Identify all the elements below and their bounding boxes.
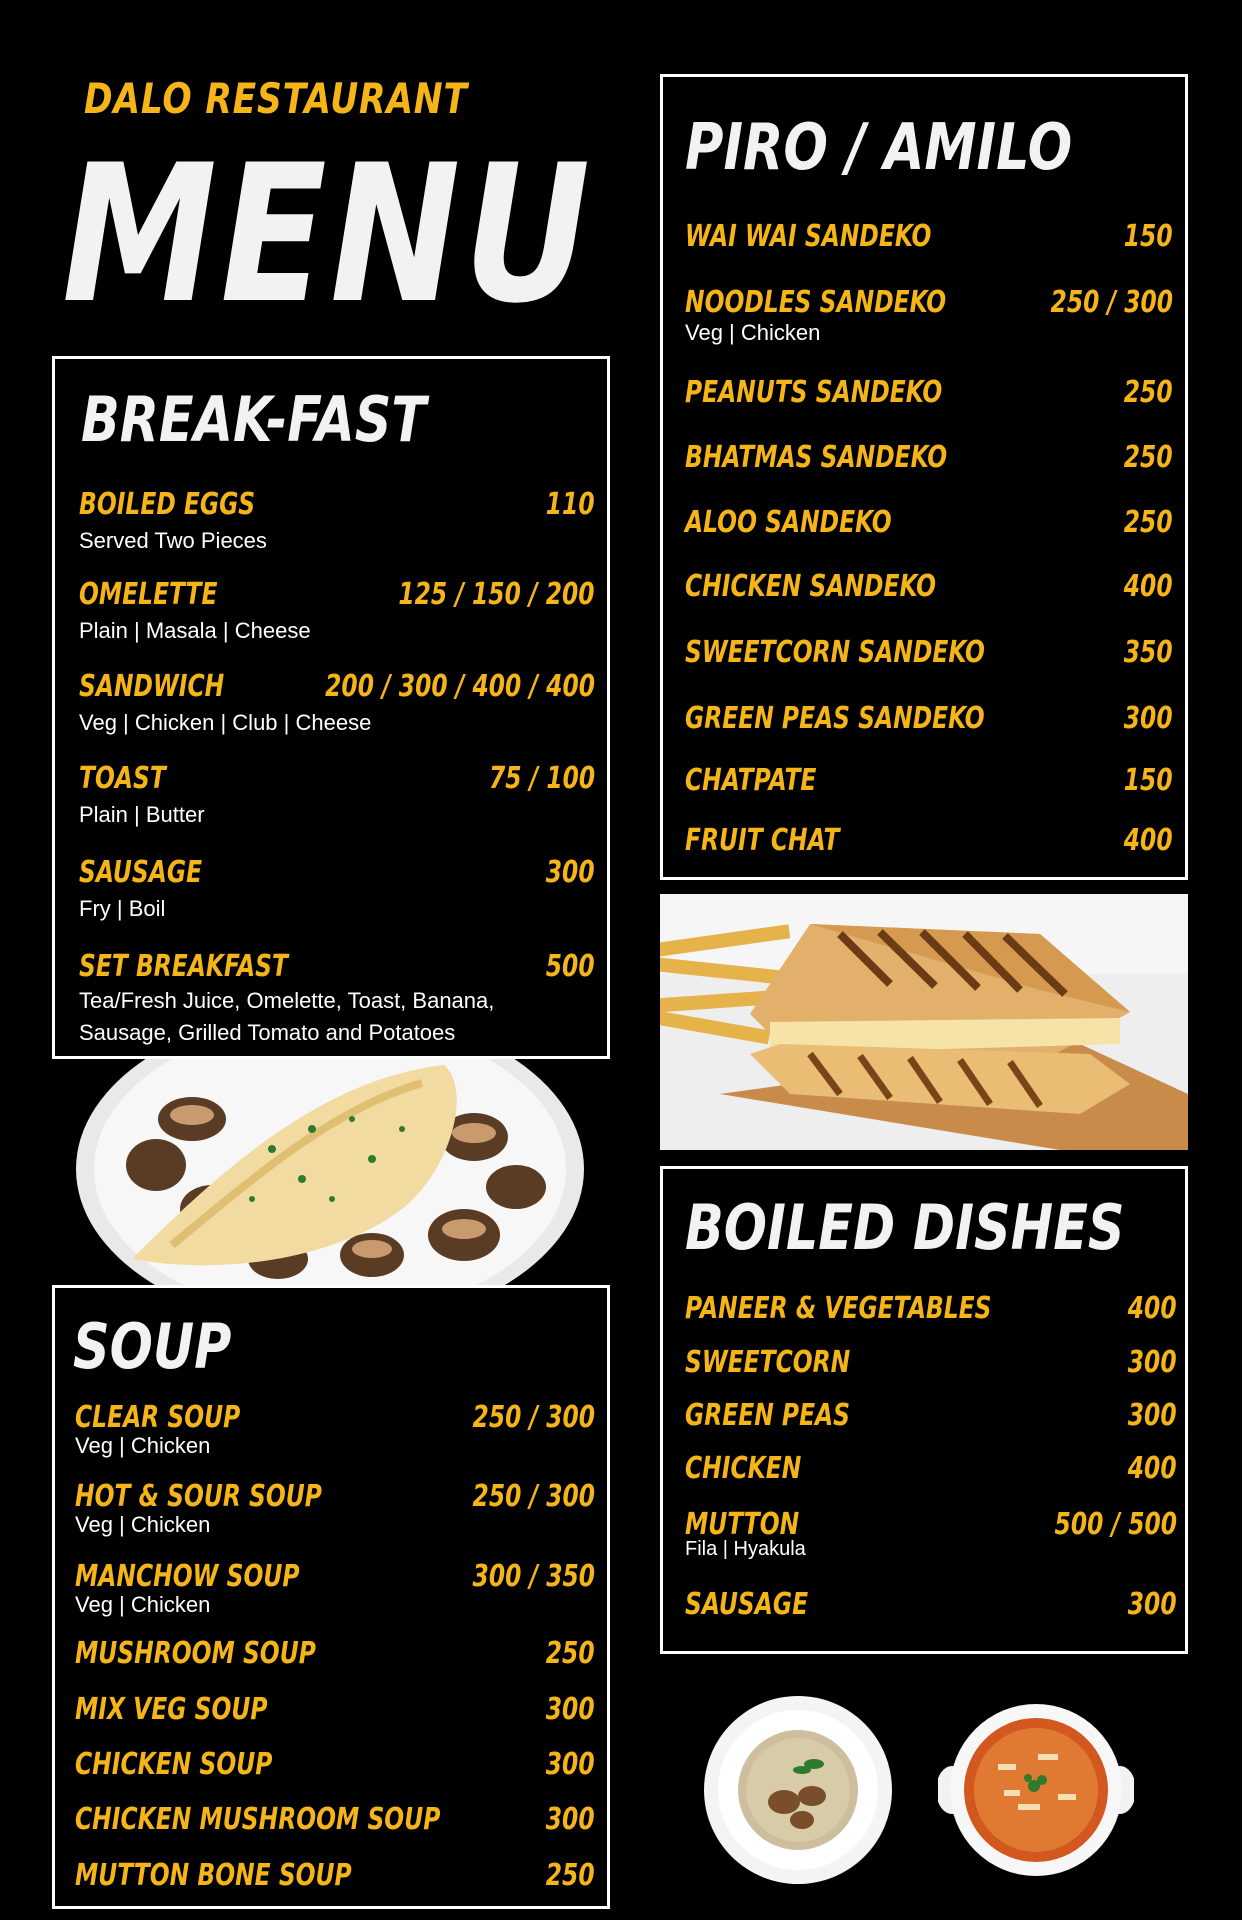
item-name: MUSHROOM SOUP — [75, 1636, 316, 1671]
menu-item — [685, 1507, 1177, 1569]
item-name: OMELETTE — [79, 577, 218, 612]
menu-item — [685, 440, 1173, 480]
mushroom-soup-photo — [702, 1694, 894, 1886]
menu-item — [75, 1559, 595, 1625]
menu-item — [685, 635, 1173, 675]
item-price: 300 — [1128, 1345, 1177, 1380]
menu-item — [685, 1451, 1177, 1491]
item-name: SWEETCORN SANDEKO — [685, 635, 985, 670]
item-price: 300 — [546, 1692, 595, 1727]
item-price: 250 / 300 — [472, 1479, 595, 1514]
item-desc: Fila | Hyakula — [685, 1538, 806, 1560]
item-price: 400 — [1124, 823, 1173, 858]
item-price: 250 — [1124, 505, 1173, 540]
menu-item — [79, 855, 595, 925]
item-price: 300 — [546, 1802, 595, 1837]
item-name: SANDWICH — [79, 669, 225, 704]
item-name: FRUIT CHAT — [685, 823, 840, 858]
item-desc: Veg | Chicken — [75, 1512, 211, 1537]
item-price: 300 — [546, 1747, 595, 1782]
item-price: 250 — [1124, 440, 1173, 475]
item-name: HOT & SOUR SOUP — [75, 1479, 322, 1514]
soup-title: SOUP — [73, 1310, 232, 1383]
menu-item — [79, 669, 595, 739]
item-price: 350 — [1124, 635, 1173, 670]
item-name: BHATMAS SANDEKO — [685, 440, 948, 475]
item-name: GREEN PEAS — [685, 1398, 851, 1433]
item-price: 300 — [546, 855, 595, 890]
item-desc: Veg | Chicken — [685, 320, 821, 345]
item-price: 250 — [1124, 375, 1173, 410]
menu-item — [75, 1858, 595, 1898]
item-desc: Served Two Pieces — [79, 528, 267, 553]
item-desc: Veg | Chicken — [75, 1433, 211, 1458]
item-price: 150 — [1124, 219, 1173, 254]
boiled-panel — [660, 1166, 1188, 1654]
menu-item — [685, 375, 1173, 415]
piro-panel — [660, 74, 1188, 880]
item-name: CHICKEN SANDEKO — [685, 569, 936, 604]
item-name: TOAST — [79, 761, 166, 796]
soup-panel — [52, 1285, 610, 1909]
menu-item — [685, 219, 1173, 259]
menu-item — [685, 763, 1173, 803]
item-name: CHICKEN MUSHROOM SOUP — [75, 1802, 441, 1837]
menu-item — [79, 487, 595, 557]
menu-item — [75, 1802, 595, 1842]
item-name: BOILED EGGS — [79, 487, 256, 522]
item-price: 500 — [546, 949, 595, 984]
menu-item — [685, 1291, 1177, 1331]
menu-item — [79, 577, 595, 647]
item-name: CLEAR SOUP — [75, 1400, 241, 1435]
item-name: CHICKEN SOUP — [75, 1747, 273, 1782]
item-price: 400 — [1124, 569, 1173, 604]
item-name: MUTTON BONE SOUP — [75, 1858, 352, 1893]
breakfast-panel — [52, 356, 610, 1059]
item-price: 75 / 100 — [488, 761, 595, 796]
item-name: MIX VEG SOUP — [75, 1692, 268, 1727]
item-price: 300 — [1124, 701, 1173, 736]
item-price: 150 — [1124, 763, 1173, 798]
menu-item — [75, 1692, 595, 1732]
sandwich-photo — [660, 894, 1188, 1150]
item-name: SWEETCORN — [685, 1345, 851, 1380]
item-desc: Veg | Chicken — [75, 1592, 211, 1617]
item-name: CHATPATE — [685, 763, 817, 798]
vegetable-soup-photo — [938, 1694, 1134, 1886]
menu-item — [685, 1587, 1177, 1627]
item-desc: Plain | Masala | Cheese — [79, 618, 311, 643]
item-desc: Veg | Chicken | Club | Cheese — [79, 710, 372, 735]
item-price: 500 / 500 — [1054, 1507, 1177, 1542]
menu-item — [79, 949, 595, 1049]
menu-item — [685, 1398, 1177, 1438]
restaurant-name: DALO RESTAURANT — [84, 74, 468, 123]
item-price: 250 / 300 — [1050, 285, 1173, 320]
item-desc-line2: Sausage, Grilled Tomato and Potatoes — [79, 1020, 456, 1045]
item-name: ALOO SANDEKO — [685, 505, 892, 540]
item-name: NOODLES SANDEKO — [685, 285, 947, 320]
menu-item — [685, 701, 1173, 741]
item-desc: Tea/Fresh Juice, Omelette, Toast, Banana, — [79, 988, 495, 1013]
item-name: SAUSAGE — [79, 855, 203, 890]
item-name: WAI WAI SANDEKO — [685, 219, 932, 254]
boiled-title: BOILED DISHES — [685, 1191, 1125, 1264]
menu-title: MENU — [62, 124, 594, 345]
item-price: 250 / 300 — [472, 1400, 595, 1435]
item-price: 300 / 350 — [472, 1559, 595, 1594]
item-name: PANEER & VEGETABLES — [685, 1291, 992, 1326]
item-name: PEANUTS SANDEKO — [685, 375, 943, 410]
menu-item — [79, 761, 595, 831]
item-price: 125 / 150 / 200 — [398, 577, 595, 612]
item-name: GREEN PEAS SANDEKO — [685, 701, 985, 736]
item-price: 250 — [546, 1858, 595, 1893]
item-name: MANCHOW SOUP — [75, 1559, 300, 1594]
item-desc: Plain | Butter — [79, 802, 205, 827]
menu-item — [75, 1400, 595, 1466]
item-price: 200 / 300 / 400 / 400 — [325, 669, 595, 704]
menu-item — [685, 569, 1173, 609]
menu-item — [685, 823, 1173, 863]
item-price: 400 — [1128, 1451, 1177, 1486]
item-price: 300 — [1128, 1587, 1177, 1622]
menu-item — [75, 1747, 595, 1787]
piro-title: PIRO / AMILO — [685, 111, 1073, 185]
item-name: CHICKEN — [685, 1451, 802, 1486]
item-price: 400 — [1128, 1291, 1177, 1326]
item-desc: Fry | Boil — [79, 896, 166, 921]
menu-item — [75, 1636, 595, 1676]
menu-item — [685, 505, 1173, 545]
item-name: SET BREAKFAST — [79, 949, 288, 984]
menu-item — [685, 1345, 1177, 1385]
item-price: 110 — [546, 487, 595, 522]
omelette-photo — [72, 1059, 588, 1285]
item-price: 250 — [546, 1636, 595, 1671]
item-name: SAUSAGE — [685, 1587, 809, 1622]
breakfast-title: BREAK-FAST — [81, 383, 427, 456]
menu-item — [685, 285, 1173, 351]
item-name: MUTTON — [685, 1507, 800, 1542]
item-price: 300 — [1128, 1398, 1177, 1433]
menu-item — [75, 1479, 595, 1545]
